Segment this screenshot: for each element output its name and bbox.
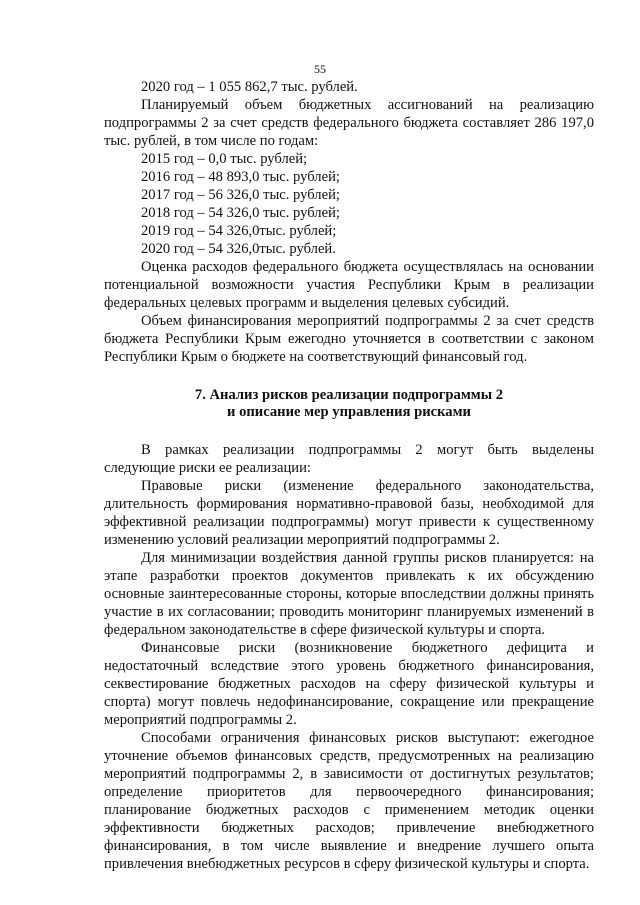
legal-risks-paragraph: Правовые риски (изменение федерального законодательства, длительность формирования нормативно-правовой базы, необходимой для эффективной реализации подпрограммы) могут привести к существенному изменению условий реализации мероприятий подпрограммы 2.: [104, 478, 594, 548]
year-line: 2016 год – 48 893,0 тыс. рублей;: [141, 169, 340, 185]
section-title-line-1: 7. Анализ рисков реализации подпрограммы 2: [194, 387, 504, 403]
year-line: 2018 год – 54 326,0 тыс. рублей;: [141, 205, 340, 221]
year-line: 2017 год – 56 326,0 тыс. рублей;: [141, 187, 340, 203]
federal-budget-intro: Планируемый объем бюджетных ассигнований на реализацию подпрограммы 2 за счет средств федерального бюджета составляет 286 197,0 тыс. рублей, в том числе по годам:: [104, 97, 594, 149]
federal-assessment-paragraph: Оценка расходов федерального бюджета осуществлялась на основании потенциальной возможности участия Республики Крым в реализации федеральных целевых программ и выделения целевых субсидий.: [104, 259, 594, 311]
year-line-2020-rk: 2020 год – 1 055 862,7 тыс. рублей.: [141, 79, 358, 95]
financial-risks-paragraph: Финансовые риски (возникновение бюджетного дефицита и недостаточный вследствие этого уровень бюджетного финансирования, секвестирование бюджетных расходов на сферу физической культуры и спорта) могут повлечь недофинансирование, сокращение или прекращение мероприятий подпрограммы 2.: [104, 640, 594, 728]
section-title-line-2: и описание мер управления рисками: [227, 404, 471, 420]
financial-risks-mitigation-paragraph: Способами ограничения финансовых рисков выступают: ежегодное уточнение объемов финансовых средств, предусмотренных на реализацию мероприятий подпрограммы 2, в зависимости от достигнутых результатов; определение приоритетов для первоочередного финансирования; планирование бюджетных расходов с применением методик оценки эффективности бюджетных расходов; привлечение внебюджетного финансирования, в том числе выявление и внедрение лучшего опыта привлечения внебюджетных ресурсов в сферу физической культуры и спорта.: [104, 730, 594, 872]
page-number: 55: [314, 62, 326, 76]
section-heading: [104, 387, 594, 421]
risks-intro-paragraph: В рамках реализации подпрограммы 2 могут быть выделены следующие риски ее реализации:: [104, 442, 594, 476]
year-line: 2020 год – 54 326,0тыс. рублей.: [141, 241, 336, 257]
financing-volume-paragraph: Объем финансирования мероприятий подпрограммы 2 за счет средств бюджета Республики Крым ежегодно уточняется в соответствии с законом Республики Крым о бюджете на соответствующий финансовый год.: [104, 313, 594, 365]
year-line: 2015 год – 0,0 тыс. рублей;: [141, 151, 308, 167]
year-line: 2019 год – 54 326,0тыс. рублей;: [141, 223, 337, 239]
page-content: [104, 78, 594, 873]
legal-risks-mitigation-paragraph: Для минимизации воздействия данной группы рисков планируется: на этапе разработки проектов документов привлекать к их обсуждению основные заинтересованные стороны, которые впоследствии должны принять участие в их согласовании; проводить мониторинг планируемых изменений в федеральном законодательстве в сфере физической культуры и спорта.: [104, 550, 594, 638]
